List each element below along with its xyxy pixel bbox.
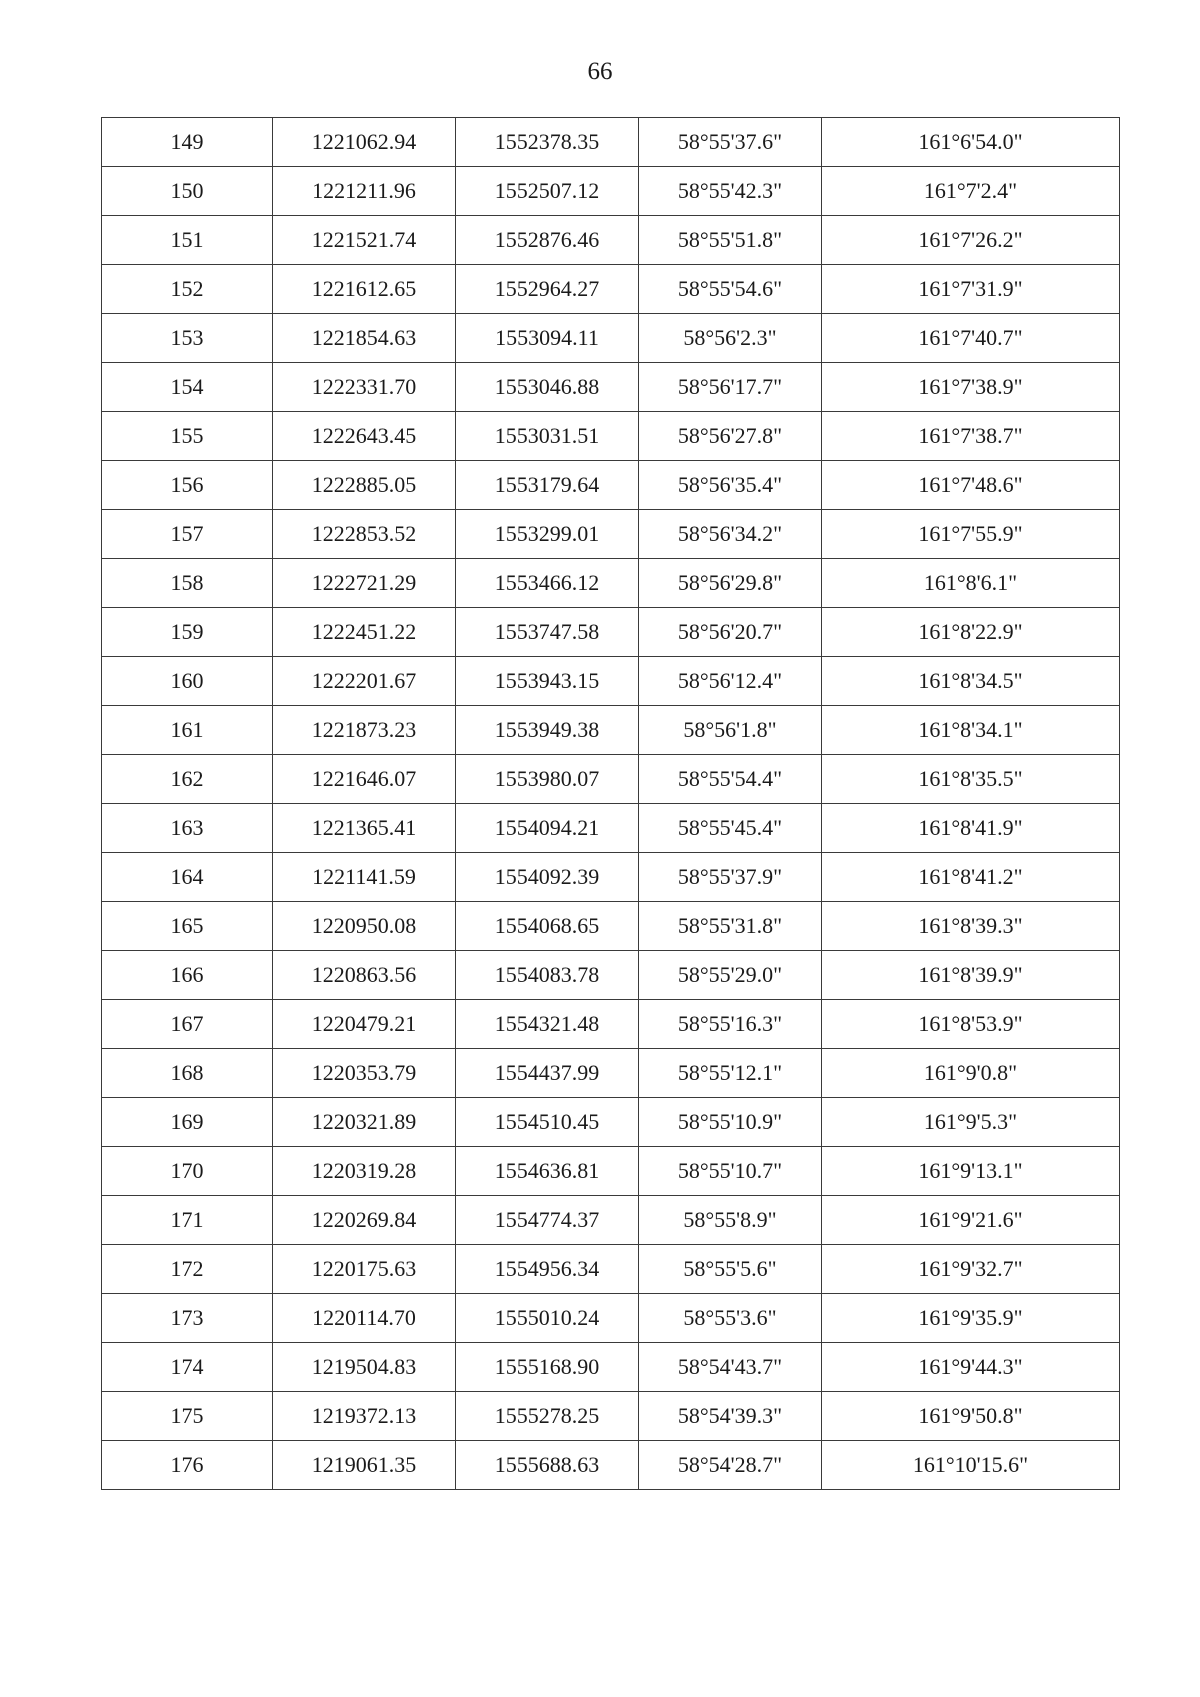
point-number-cell: 169	[102, 1098, 273, 1147]
point-number-cell: 176	[102, 1441, 273, 1490]
table-row	[102, 657, 1120, 706]
longitude-cell: 161°8'53.9"	[822, 1000, 1120, 1049]
y-coordinate-cell: 1554636.81	[456, 1147, 639, 1196]
table-row	[102, 804, 1120, 853]
latitude-cell: 58°55'54.6"	[639, 265, 822, 314]
latitude-cell: 58°55'37.6"	[639, 118, 822, 167]
point-number-cell: 150	[102, 167, 273, 216]
y-coordinate-cell: 1553299.01	[456, 510, 639, 559]
table-row	[102, 510, 1120, 559]
latitude-cell: 58°55'16.3"	[639, 1000, 822, 1049]
point-number-cell: 152	[102, 265, 273, 314]
x-coordinate-cell: 1220321.89	[273, 1098, 456, 1147]
longitude-cell: 161°7'38.7"	[822, 412, 1120, 461]
table-row	[102, 314, 1120, 363]
latitude-cell: 58°54'28.7"	[639, 1441, 822, 1490]
longitude-cell: 161°9'0.8"	[822, 1049, 1120, 1098]
point-number-cell: 161	[102, 706, 273, 755]
point-number-cell: 151	[102, 216, 273, 265]
latitude-cell: 58°56'1.8"	[639, 706, 822, 755]
y-coordinate-cell: 1554083.78	[456, 951, 639, 1000]
point-number-cell: 157	[102, 510, 273, 559]
table-row	[102, 1245, 1120, 1294]
x-coordinate-cell: 1220479.21	[273, 1000, 456, 1049]
longitude-cell: 161°9'50.8"	[822, 1392, 1120, 1441]
y-coordinate-cell: 1554774.37	[456, 1196, 639, 1245]
point-number-cell: 154	[102, 363, 273, 412]
y-coordinate-cell: 1554068.65	[456, 902, 639, 951]
latitude-cell: 58°55'10.7"	[639, 1147, 822, 1196]
latitude-cell: 58°55'8.9"	[639, 1196, 822, 1245]
longitude-cell: 161°8'39.3"	[822, 902, 1120, 951]
table-row	[102, 706, 1120, 755]
latitude-cell: 58°56'29.8"	[639, 559, 822, 608]
latitude-cell: 58°56'12.4"	[639, 657, 822, 706]
page-number: 66	[587, 58, 613, 85]
y-coordinate-cell: 1555278.25	[456, 1392, 639, 1441]
x-coordinate-cell: 1221646.07	[273, 755, 456, 804]
point-number-cell: 174	[102, 1343, 273, 1392]
latitude-cell: 58°56'20.7"	[639, 608, 822, 657]
x-coordinate-cell: 1220950.08	[273, 902, 456, 951]
y-coordinate-cell: 1552507.12	[456, 167, 639, 216]
x-coordinate-cell: 1221211.96	[273, 167, 456, 216]
latitude-cell: 58°56'35.4"	[639, 461, 822, 510]
longitude-cell: 161°7'38.9"	[822, 363, 1120, 412]
x-coordinate-cell: 1220114.70	[273, 1294, 456, 1343]
table-row	[102, 216, 1120, 265]
latitude-cell: 58°55'29.0"	[639, 951, 822, 1000]
y-coordinate-cell: 1554437.99	[456, 1049, 639, 1098]
table-row	[102, 1196, 1120, 1245]
point-number-cell: 175	[102, 1392, 273, 1441]
latitude-cell: 58°56'34.2"	[639, 510, 822, 559]
y-coordinate-cell: 1553031.51	[456, 412, 639, 461]
y-coordinate-cell: 1554510.45	[456, 1098, 639, 1147]
x-coordinate-cell: 1222721.29	[273, 559, 456, 608]
table-row	[102, 1441, 1120, 1490]
y-coordinate-cell: 1555010.24	[456, 1294, 639, 1343]
point-number-cell: 163	[102, 804, 273, 853]
table-row	[102, 902, 1120, 951]
longitude-cell: 161°9'32.7"	[822, 1245, 1120, 1294]
longitude-cell: 161°6'54.0"	[822, 118, 1120, 167]
point-number-cell: 164	[102, 853, 273, 902]
latitude-cell: 58°54'43.7"	[639, 1343, 822, 1392]
longitude-cell: 161°9'35.9"	[822, 1294, 1120, 1343]
latitude-cell: 58°56'17.7"	[639, 363, 822, 412]
latitude-cell: 58°55'45.4"	[639, 804, 822, 853]
table-row	[102, 1049, 1120, 1098]
table-row	[102, 755, 1120, 804]
longitude-cell: 161°7'40.7"	[822, 314, 1120, 363]
table-row	[102, 167, 1120, 216]
x-coordinate-cell: 1221521.74	[273, 216, 456, 265]
point-number-cell: 158	[102, 559, 273, 608]
longitude-cell: 161°8'34.1"	[822, 706, 1120, 755]
latitude-cell: 58°55'5.6"	[639, 1245, 822, 1294]
point-number-cell: 168	[102, 1049, 273, 1098]
y-coordinate-cell: 1553466.12	[456, 559, 639, 608]
x-coordinate-cell: 1219504.83	[273, 1343, 456, 1392]
point-number-cell: 171	[102, 1196, 273, 1245]
y-coordinate-cell: 1555688.63	[456, 1441, 639, 1490]
longitude-cell: 161°9'13.1"	[822, 1147, 1120, 1196]
coordinates-table	[101, 117, 1120, 1490]
longitude-cell: 161°7'2.4"	[822, 167, 1120, 216]
y-coordinate-cell: 1554092.39	[456, 853, 639, 902]
x-coordinate-cell: 1220353.79	[273, 1049, 456, 1098]
longitude-cell: 161°8'39.9"	[822, 951, 1120, 1000]
latitude-cell: 58°55'51.8"	[639, 216, 822, 265]
point-number-cell: 160	[102, 657, 273, 706]
x-coordinate-cell: 1222885.05	[273, 461, 456, 510]
latitude-cell: 58°55'3.6"	[639, 1294, 822, 1343]
table-row	[102, 1294, 1120, 1343]
point-number-cell: 155	[102, 412, 273, 461]
latitude-cell: 58°55'42.3"	[639, 167, 822, 216]
x-coordinate-cell: 1222853.52	[273, 510, 456, 559]
table-row	[102, 363, 1120, 412]
point-number-cell: 170	[102, 1147, 273, 1196]
longitude-cell: 161°8'6.1"	[822, 559, 1120, 608]
y-coordinate-cell: 1552964.27	[456, 265, 639, 314]
y-coordinate-cell: 1555168.90	[456, 1343, 639, 1392]
latitude-cell: 58°55'12.1"	[639, 1049, 822, 1098]
latitude-cell: 58°55'54.4"	[639, 755, 822, 804]
y-coordinate-cell: 1553980.07	[456, 755, 639, 804]
y-coordinate-cell: 1554094.21	[456, 804, 639, 853]
point-number-cell: 162	[102, 755, 273, 804]
x-coordinate-cell: 1220175.63	[273, 1245, 456, 1294]
x-coordinate-cell: 1221612.65	[273, 265, 456, 314]
longitude-cell: 161°8'41.2"	[822, 853, 1120, 902]
y-coordinate-cell: 1553094.11	[456, 314, 639, 363]
y-coordinate-cell: 1554956.34	[456, 1245, 639, 1294]
longitude-cell: 161°8'34.5"	[822, 657, 1120, 706]
latitude-cell: 58°55'37.9"	[639, 853, 822, 902]
table-row	[102, 1147, 1120, 1196]
y-coordinate-cell: 1553747.58	[456, 608, 639, 657]
longitude-cell: 161°9'44.3"	[822, 1343, 1120, 1392]
table-row	[102, 853, 1120, 902]
longitude-cell: 161°7'26.2"	[822, 216, 1120, 265]
point-number-cell: 165	[102, 902, 273, 951]
longitude-cell: 161°8'35.5"	[822, 755, 1120, 804]
x-coordinate-cell: 1221873.23	[273, 706, 456, 755]
latitude-cell: 58°55'10.9"	[639, 1098, 822, 1147]
point-number-cell: 172	[102, 1245, 273, 1294]
table-row	[102, 1098, 1120, 1147]
x-coordinate-cell: 1220269.84	[273, 1196, 456, 1245]
point-number-cell: 166	[102, 951, 273, 1000]
longitude-cell: 161°10'15.6"	[822, 1441, 1120, 1490]
longitude-cell: 161°9'5.3"	[822, 1098, 1120, 1147]
table-row	[102, 951, 1120, 1000]
x-coordinate-cell: 1222643.45	[273, 412, 456, 461]
table-row	[102, 1343, 1120, 1392]
table-row	[102, 559, 1120, 608]
point-number-cell: 149	[102, 118, 273, 167]
latitude-cell: 58°54'39.3"	[639, 1392, 822, 1441]
point-number-cell: 167	[102, 1000, 273, 1049]
point-number-cell: 153	[102, 314, 273, 363]
table-row	[102, 412, 1120, 461]
table-row	[102, 1392, 1120, 1441]
latitude-cell: 58°56'27.8"	[639, 412, 822, 461]
longitude-cell: 161°8'41.9"	[822, 804, 1120, 853]
longitude-cell: 161°8'22.9"	[822, 608, 1120, 657]
x-coordinate-cell: 1222331.70	[273, 363, 456, 412]
x-coordinate-cell: 1222451.22	[273, 608, 456, 657]
longitude-cell: 161°7'55.9"	[822, 510, 1120, 559]
x-coordinate-cell: 1220863.56	[273, 951, 456, 1000]
longitude-cell: 161°9'21.6"	[822, 1196, 1120, 1245]
y-coordinate-cell: 1553179.64	[456, 461, 639, 510]
x-coordinate-cell: 1221854.63	[273, 314, 456, 363]
table-row	[102, 608, 1120, 657]
point-number-cell: 156	[102, 461, 273, 510]
y-coordinate-cell: 1552378.35	[456, 118, 639, 167]
point-number-cell: 173	[102, 1294, 273, 1343]
y-coordinate-cell: 1553046.88	[456, 363, 639, 412]
x-coordinate-cell: 1221141.59	[273, 853, 456, 902]
table-row	[102, 118, 1120, 167]
latitude-cell: 58°55'31.8"	[639, 902, 822, 951]
latitude-cell: 58°56'2.3"	[639, 314, 822, 363]
x-coordinate-cell: 1220319.28	[273, 1147, 456, 1196]
x-coordinate-cell: 1219061.35	[273, 1441, 456, 1490]
longitude-cell: 161°7'48.6"	[822, 461, 1120, 510]
point-number-cell: 159	[102, 608, 273, 657]
x-coordinate-cell: 1219372.13	[273, 1392, 456, 1441]
x-coordinate-cell: 1222201.67	[273, 657, 456, 706]
longitude-cell: 161°7'31.9"	[822, 265, 1120, 314]
y-coordinate-cell: 1554321.48	[456, 1000, 639, 1049]
y-coordinate-cell: 1553943.15	[456, 657, 639, 706]
table-row	[102, 1000, 1120, 1049]
x-coordinate-cell: 1221062.94	[273, 118, 456, 167]
table-row	[102, 265, 1120, 314]
coordinates-table-body	[102, 118, 1120, 1490]
x-coordinate-cell: 1221365.41	[273, 804, 456, 853]
y-coordinate-cell: 1553949.38	[456, 706, 639, 755]
y-coordinate-cell: 1552876.46	[456, 216, 639, 265]
table-row	[102, 461, 1120, 510]
